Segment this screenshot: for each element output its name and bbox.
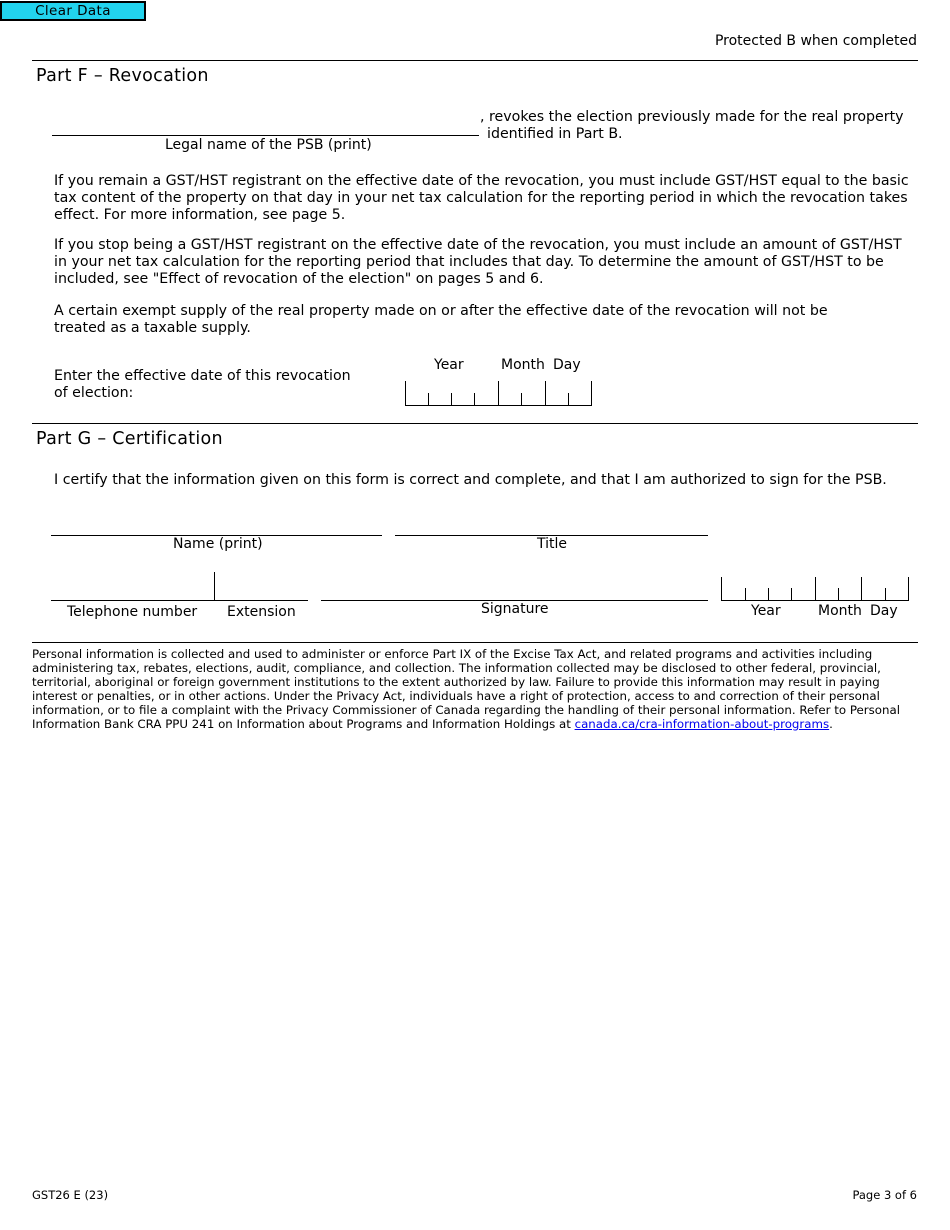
- certification-date-input[interactable]: [721, 577, 909, 601]
- section-divider: [32, 642, 918, 643]
- extension-label: Extension: [227, 604, 296, 620]
- date-year-label: Year: [434, 357, 464, 373]
- clear-data-button[interactable]: Clear Data: [0, 1, 146, 21]
- date-day-label: Day: [553, 357, 581, 373]
- telephone-line: [51, 600, 308, 601]
- revocation-date-input[interactable]: [405, 381, 592, 406]
- privacy-end: .: [829, 717, 833, 731]
- privacy-notice: [32, 647, 912, 731]
- legal-name-label: Legal name of the PSB (print): [165, 137, 372, 153]
- protected-b-notice: Protected B when completed: [714, 33, 917, 49]
- remain-registrant-paragraph: If you remain a GST/HST registrant on the effective date of the revocation, you must include GST/HST equal to the basic tax content of the property on that day in your net tax calculation for the reporting period in which the revocation takes effect. For more information, see page 5.: [54, 173, 909, 223]
- date-month-label: Month: [501, 357, 545, 373]
- cra-programs-link[interactable]: canada.ca/cra-information-about-programs: [574, 717, 830, 731]
- legal-name-line: [52, 135, 479, 136]
- telephone-extension-divider: [214, 572, 215, 600]
- signature-label: Signature: [481, 601, 549, 617]
- telephone-label: Telephone number: [67, 604, 198, 620]
- stop-registrant-paragraph: If you stop being a GST/HST registrant on the effective date of the revocation, you must include an amount of GST/HST in your net tax calculation for the reporting period that includes that day. To determine the amount of GST/HST to be included, see "Effect of revocation of the election" on pages 5 and 6.: [54, 237, 902, 287]
- effective-date-prompt: Enter the effective date of this revocation of election:: [54, 368, 351, 401]
- section-divider: [32, 423, 918, 424]
- exempt-supply-paragraph: A certain exempt supply of the real property made on or after the effective date of the revocation will not be treated as a taxable supply.: [54, 303, 828, 336]
- privacy-text: Personal information is collected and used to administer or enforce Part IX of the Excise Tax Act, and related programs and activities including administering tax, rebates, elections, audit, compliance, and collection. The information collected may be disclosed to other federal, provincial, territorial, aboriginal or foreign government institutions to the extent authorized by law. Failure to provide this information may result in paying interest or penalties, or in other actions. Under the Privacy Act, individuals have a right of protection, access to and correction of their personal information, or to file a complaint with the Privacy Commissioner of Canada regarding the handling of their personal information. Refer to Personal Information Bank CRA PPU 241 on Information about Programs and Information Holdings at: [32, 647, 901, 731]
- revokes-text-line2: identified in Part B.: [487, 126, 623, 142]
- legal-name-input[interactable]: [52, 114, 482, 136]
- cert-year-label: Year: [751, 603, 781, 619]
- page-number: Page 3 of 6: [852, 1188, 917, 1202]
- revokes-text-line1: , revokes the election previously made for the real property: [480, 109, 904, 125]
- title-input[interactable]: [396, 514, 710, 536]
- name-print-input[interactable]: [52, 514, 384, 536]
- part-g-title: Part G – Certification: [36, 429, 223, 449]
- section-divider: [32, 60, 918, 61]
- title-label: Title: [537, 536, 568, 552]
- telephone-input[interactable]: [52, 578, 216, 600]
- part-f-title: Part F – Revocation: [36, 66, 209, 86]
- certification-text: I certify that the information given on this form is correct and complete, and that I am authorized to sign for the PSB.: [54, 472, 887, 488]
- form-id: GST26 E (23): [32, 1188, 109, 1202]
- extension-input[interactable]: [217, 578, 310, 600]
- cert-month-label: Month: [818, 603, 862, 619]
- cert-day-label: Day: [870, 603, 898, 619]
- name-print-label: Name (print): [173, 536, 263, 552]
